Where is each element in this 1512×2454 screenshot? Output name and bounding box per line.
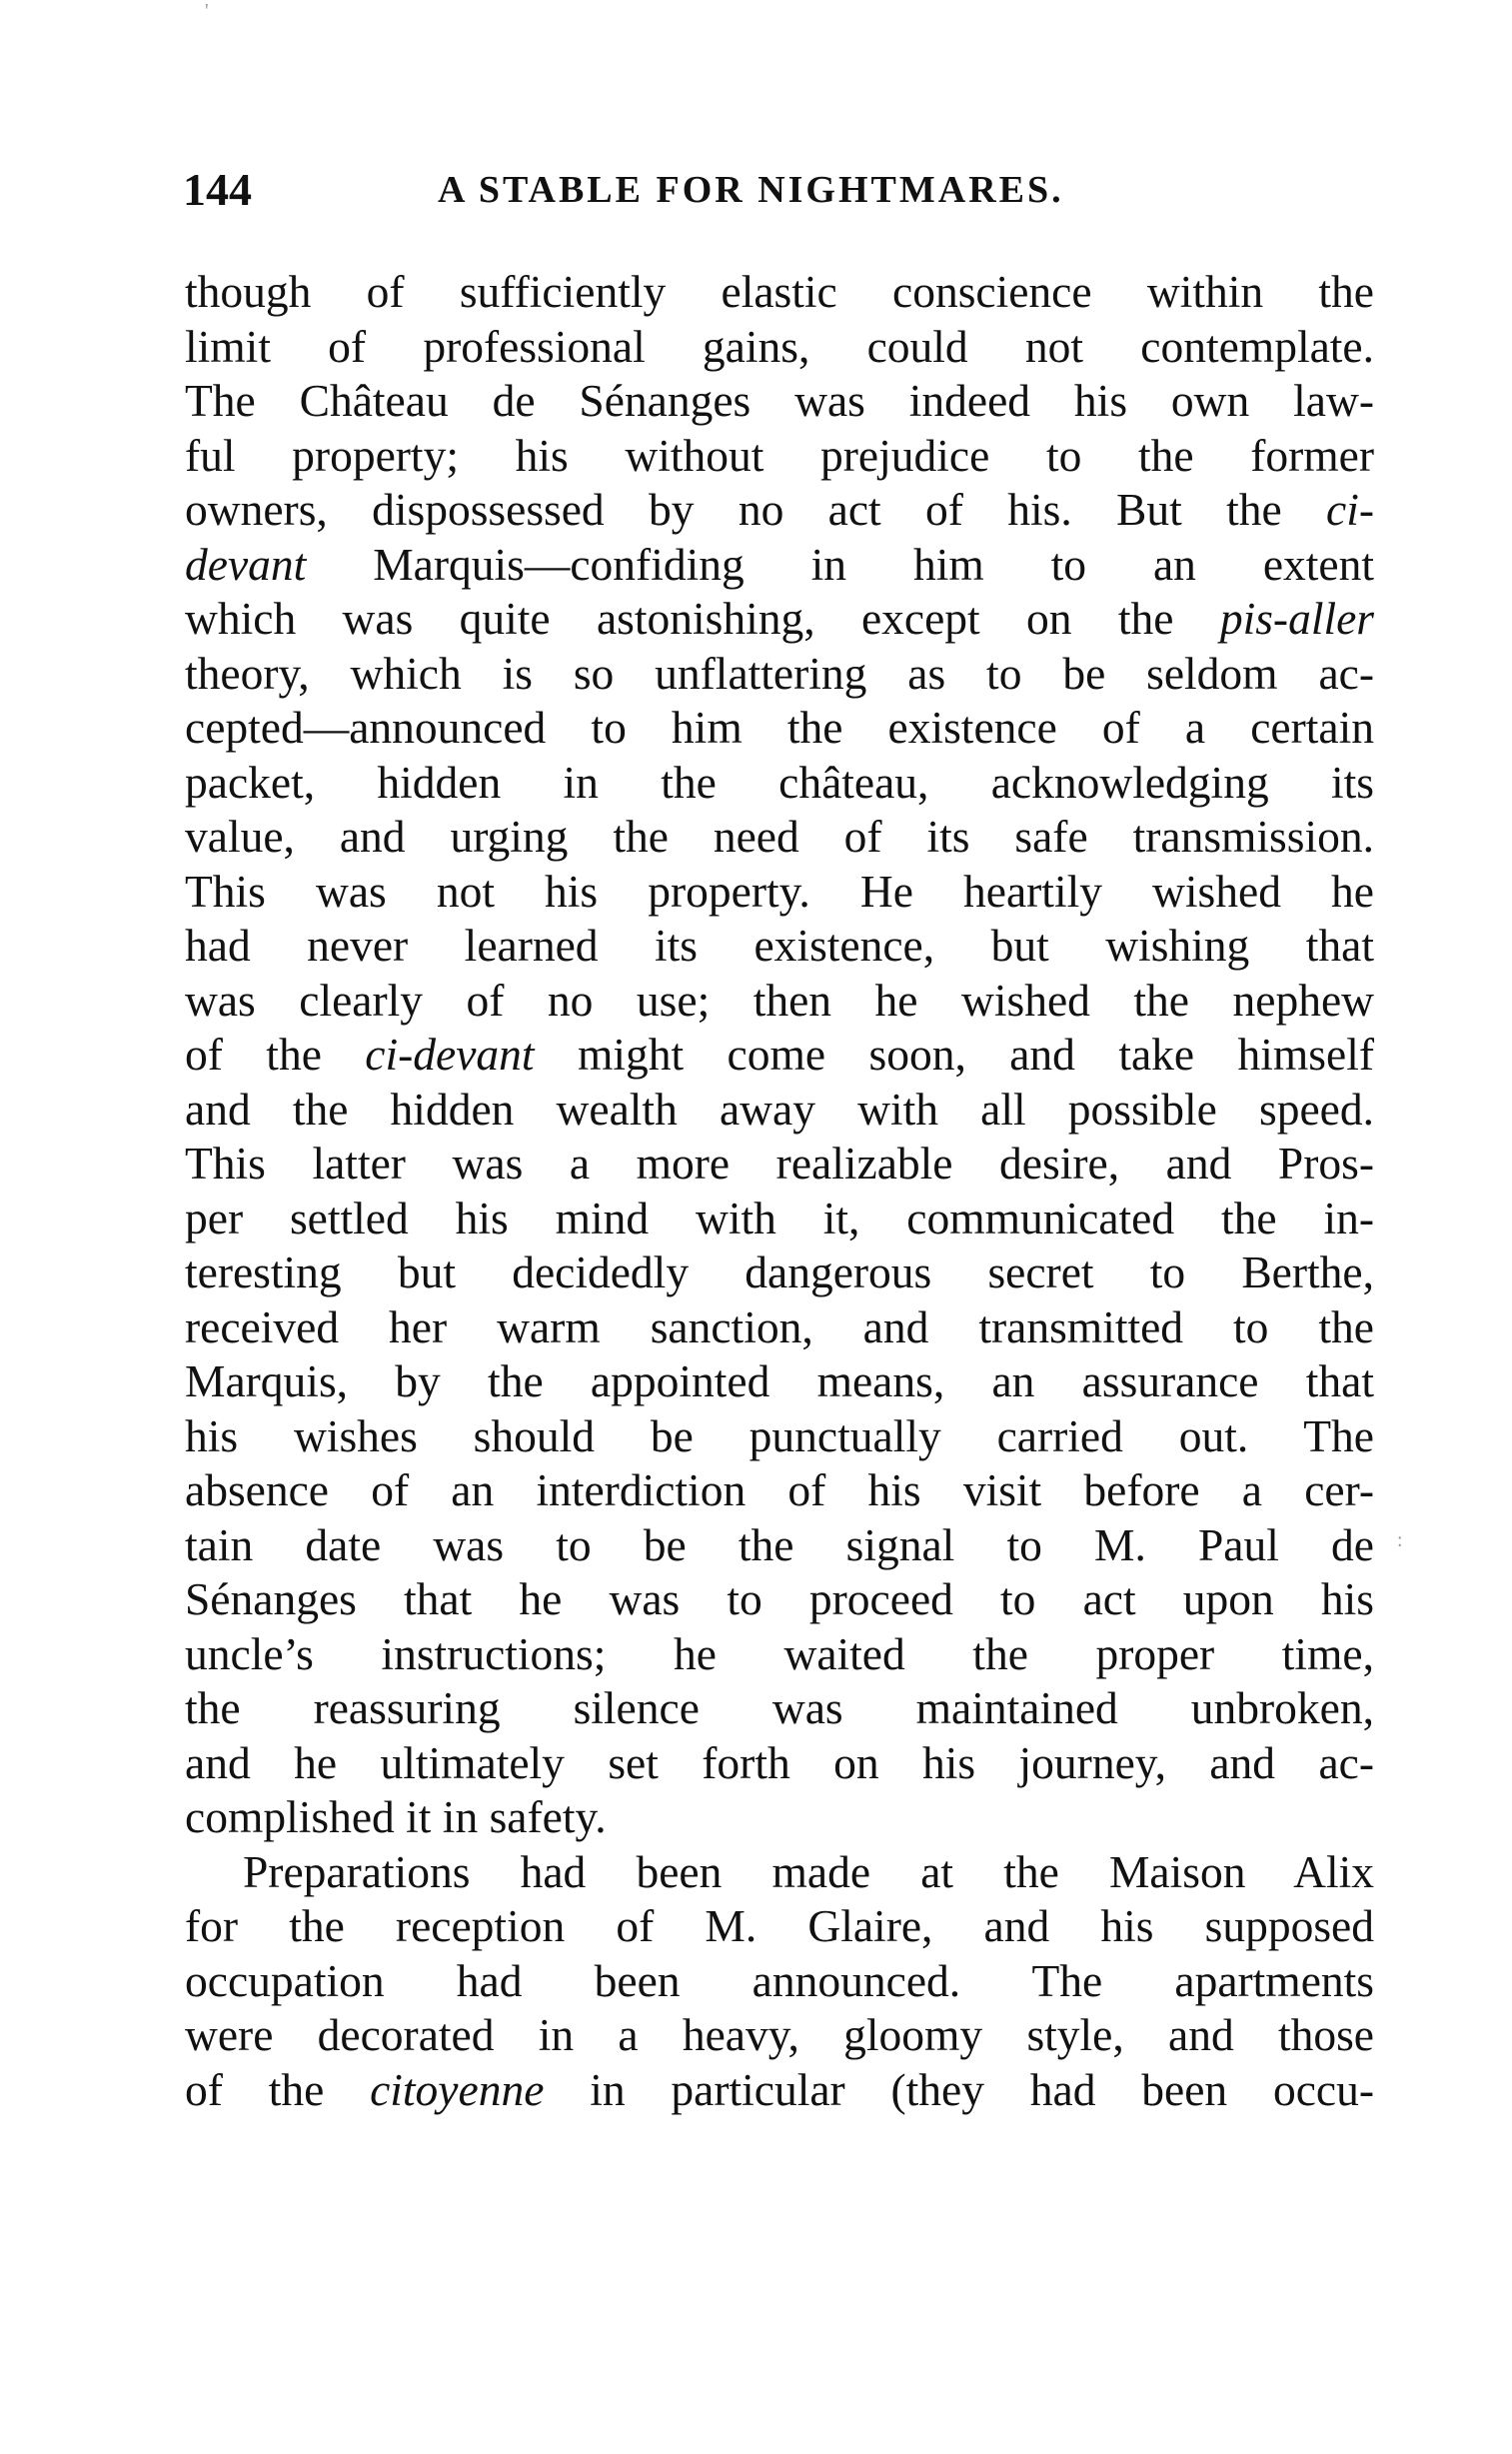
text-line: value, and urging the need of its safe transmission. bbox=[185, 811, 1374, 862]
text-line: packet, hidden in the château, acknowledging its bbox=[185, 756, 1374, 808]
text-line: teresting but decidedly dangerous secret to Berthe, bbox=[185, 1246, 1374, 1297]
text-line: cepted—announced to him the existence of a certain bbox=[185, 702, 1374, 753]
text-line: were decorated in a heavy, gloomy style, and those bbox=[185, 2009, 1374, 2060]
text-line: uncle’s instructions; he waited the proper time, bbox=[185, 1627, 1374, 1679]
text-line: limit of professional gains, could not contemplate. bbox=[185, 320, 1374, 372]
text-line: Marquis, by the appointed means, an assurance that bbox=[185, 1355, 1374, 1406]
text-line: of the citoyenne in particular (they had been occu- bbox=[185, 2063, 1374, 2115]
running-head bbox=[183, 160, 1372, 220]
text-line: for the reception of M. Glaire, and his supposed bbox=[185, 1900, 1374, 1951]
paragraph-start-line: Preparations had been made at the Maison Alix bbox=[243, 1845, 1374, 1897]
text-line: occupation had been announced. The apartments bbox=[185, 1954, 1374, 2006]
text-line: This latter was a more realizable desire, and Pros- bbox=[185, 1138, 1374, 1189]
text-line: was clearly of no use; then he wished the nephew bbox=[185, 974, 1374, 1026]
text-line: which was quite astonishing, except on the pis-aller bbox=[185, 593, 1374, 644]
body-text bbox=[185, 265, 1374, 2117]
text-line: though of sufficiently elastic conscience within the bbox=[185, 266, 1374, 317]
text-line: per settled his mind with it, communicated the in- bbox=[185, 1192, 1374, 1243]
text-line: and he ultimately set forth on his journey, and ac- bbox=[185, 1736, 1374, 1788]
text-line: of the ci-devant might come soon, and take himself bbox=[185, 1029, 1374, 1080]
text-line: and the hidden wealth away with all possible speed. bbox=[185, 1083, 1374, 1135]
page-number: 144 bbox=[183, 164, 252, 215]
text-line: This was not his property. He heartily wished he bbox=[185, 865, 1374, 917]
text-line: his wishes should be punctually carried out. The bbox=[185, 1409, 1374, 1461]
text-line: owners, dispossessed by no act of his. But the ci- bbox=[185, 484, 1374, 535]
text-line: received her warm sanction, and transmitted to the bbox=[185, 1300, 1374, 1352]
text-line: the reassuring silence was maintained unbroken, bbox=[185, 1682, 1374, 1733]
running-title: A STABLE FOR NIGHTMARES. bbox=[438, 169, 1064, 211]
paper-speck: : bbox=[1397, 1529, 1403, 1551]
text-line: tain date was to be the signal to M. Paul de bbox=[185, 1518, 1374, 1570]
text-line: The Château de Sénanges was indeed his own law- bbox=[185, 375, 1374, 426]
text-line: Sénanges that he was to proceed to act upon his bbox=[185, 1573, 1374, 1624]
text-line: theory, which is so unflattering as to be seldom ac- bbox=[185, 647, 1374, 699]
text-line: had never learned its existence, but wishing that bbox=[185, 920, 1374, 971]
text-line: ful property; his without prejudice to the former bbox=[185, 429, 1374, 481]
paragraph-end-line: complished it in safety. bbox=[185, 1791, 607, 1842]
text-line: absence of an interdiction of his visit before a cer- bbox=[185, 1464, 1374, 1515]
paper-speck: ' bbox=[205, 0, 209, 22]
text-line: devant Marquis—confiding in him to an extent bbox=[185, 538, 1374, 590]
